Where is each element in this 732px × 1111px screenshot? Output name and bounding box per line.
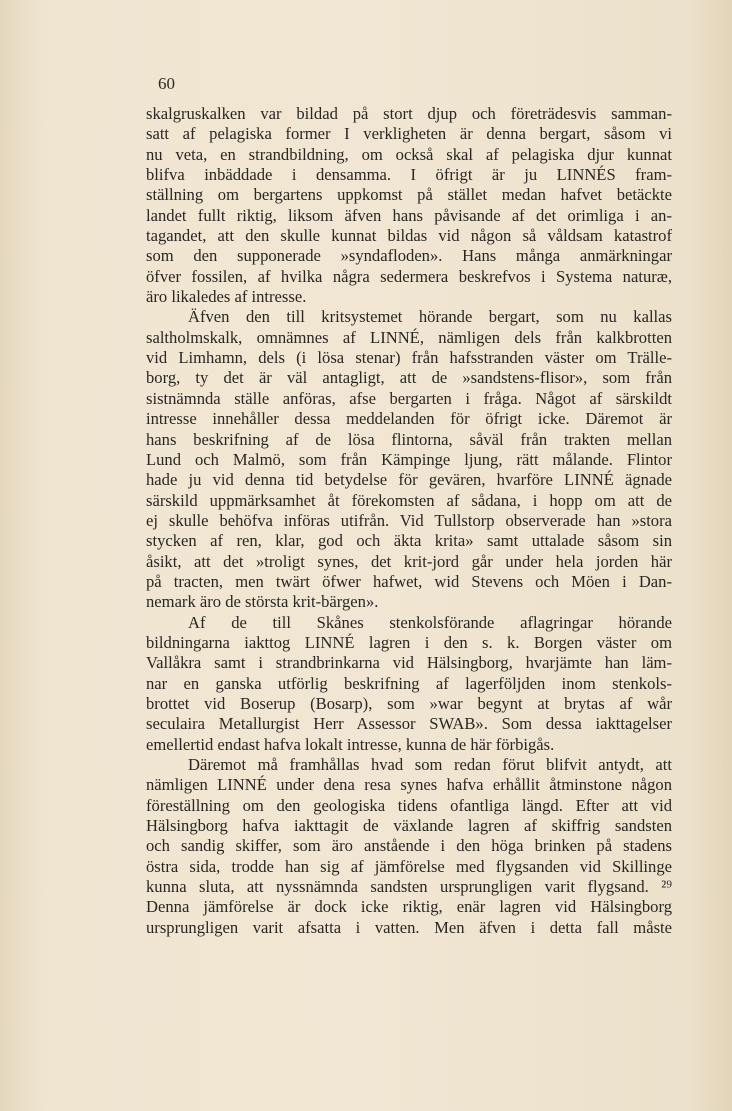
text-line: särskild uppmärksamhet åt förekomsten af sådana, i hopp om att de <box>146 490 672 510</box>
text-line: och sandig skiffer, som äro anstående i den höga brinken på stadens <box>146 836 672 856</box>
text-line: åsikt, att det »troligt synes, det krit-jord går under hela jorden här <box>146 551 672 571</box>
text-line: skalgruskalken var bildad på stort djup och företrädesvis samman- <box>146 104 672 123</box>
text-line: nämligen LINNÉ under dena resa synes hafva erhållit åtminstone någon <box>146 775 672 795</box>
text-line: nar en ganska utförlig beskrifning af lagerföljden inom stenkols- <box>146 673 672 693</box>
text-line: Hälsingborg hafva iakttagit de växlande lagren af skiffrig sandsten <box>146 816 672 836</box>
text-line: saltholmskalk, omnämnes af LINNÉ, nämligen dels från kalkbrotten <box>146 327 672 347</box>
text-line: Af de till Skånes stenkolsförande aflagringar hörande <box>188 612 672 632</box>
text-line: Denna jämförelse är dock icke riktig, enär lagren vid Hälsingborg <box>146 897 672 917</box>
text-line: blifva inbäddade i densamma. I öfrigt är ju LINNÉS fram- <box>146 165 672 185</box>
text-line: nu veta, en strandbildning, om också skal af pelagiska djur kunnat <box>146 144 672 164</box>
text-line: intresse innehåller dessa meddelanden för öfrigt icke. Däremot är <box>146 409 672 429</box>
text-line: seculaira Metallurgist Herr Assessor SWAB». Som dessa iakttagelser <box>146 714 672 734</box>
text-line: sistnämnda ställe anföras, afse bergarten i fråga. Något af särskildt <box>146 388 672 408</box>
text-line: östra sida, trodde han sig af jämförelse med flygsanden vid Skillinge <box>146 856 672 876</box>
text-line: satt af pelagiska former I verkligheten är denna bergart, såsom vi <box>146 124 672 144</box>
text-line: Vallåkra samt i strandbrinkarna vid Hälsingborg, hvarjämte han läm- <box>146 653 672 673</box>
text-line: stycken af ren, klar, god och äkta krita» samt uttalade såsom sin <box>146 531 672 551</box>
text-line: landet fullt riktig, liksom äfven hans påvisande af det orimliga i an- <box>146 205 672 225</box>
text-line: Lund och Malmö, som från Kämpinge ljung, rätt målande. Flintor <box>146 449 672 469</box>
text-line: hans beskrifning af de lösa flintorna, såväl från trakten mellan <box>146 429 672 449</box>
text-line: föreställning om den geologiska tidens ofantliga längd. Efter att vid <box>146 795 672 815</box>
text-line: hade ju vid denna tid betydelse för gevären, hvarföre LINNÉ ägnade <box>146 470 672 490</box>
text-line: Däremot må framhållas hvad som redan förut blifvit antydt, att <box>188 755 672 774</box>
text-line: äro likaledes af intresse. <box>146 287 307 307</box>
text-line: vid Limhamn, dels (i lösa stenar) från hafsstranden väster om Trälle- <box>146 348 672 368</box>
body-text <box>146 104 672 938</box>
text-line: som den supponerade »syndafloden». Hans många anmärkningar <box>146 246 672 266</box>
text-line: öfver fossilen, af hvilka några sedermera beskrefvos i Systema naturæ, <box>146 266 672 286</box>
text-line: Äfven den till kritsystemet hörande bergart, som nu kallas <box>188 307 672 327</box>
text-line: bildningarna iakttog LINNÉ lagren i den s. k. Borgen väster om <box>146 632 672 652</box>
text-line: kunna sluta, att nyssnämnda sandsten ursprungligen varit flygsand. ²⁹ <box>146 877 672 897</box>
text-line: borg, ty det är väl antagligt, att de »sandstens-flisor», som från <box>146 368 672 388</box>
text-line: på tracten, men twärt öfwer hafwet, wid Stevens och Möen i Dan- <box>146 571 672 591</box>
text-line: ställning om bergartens uppkomst på stället medan hafvet betäckte <box>146 185 672 205</box>
page-number: 60 <box>158 74 175 93</box>
text-line: ursprungligen varit afsatta i vatten. Men äfven i detta fall måste <box>146 917 672 937</box>
text-line: tagandet, att den skulle kunnat bildas vid någon så våldsam katastrof <box>146 226 672 246</box>
text-line: ej skulle behöfva införas utifrån. Vid Tullstorp observerade han »stora <box>146 510 672 530</box>
text-line: emellertid endast hafva lokalt intresse, kunna de här förbigås. <box>146 734 555 754</box>
text-line: brottet vid Boserup (Bosarp), som »war begynt at brytas af wår <box>146 693 672 713</box>
text-line: nemark äro de största krit-bärgen». <box>146 592 379 612</box>
